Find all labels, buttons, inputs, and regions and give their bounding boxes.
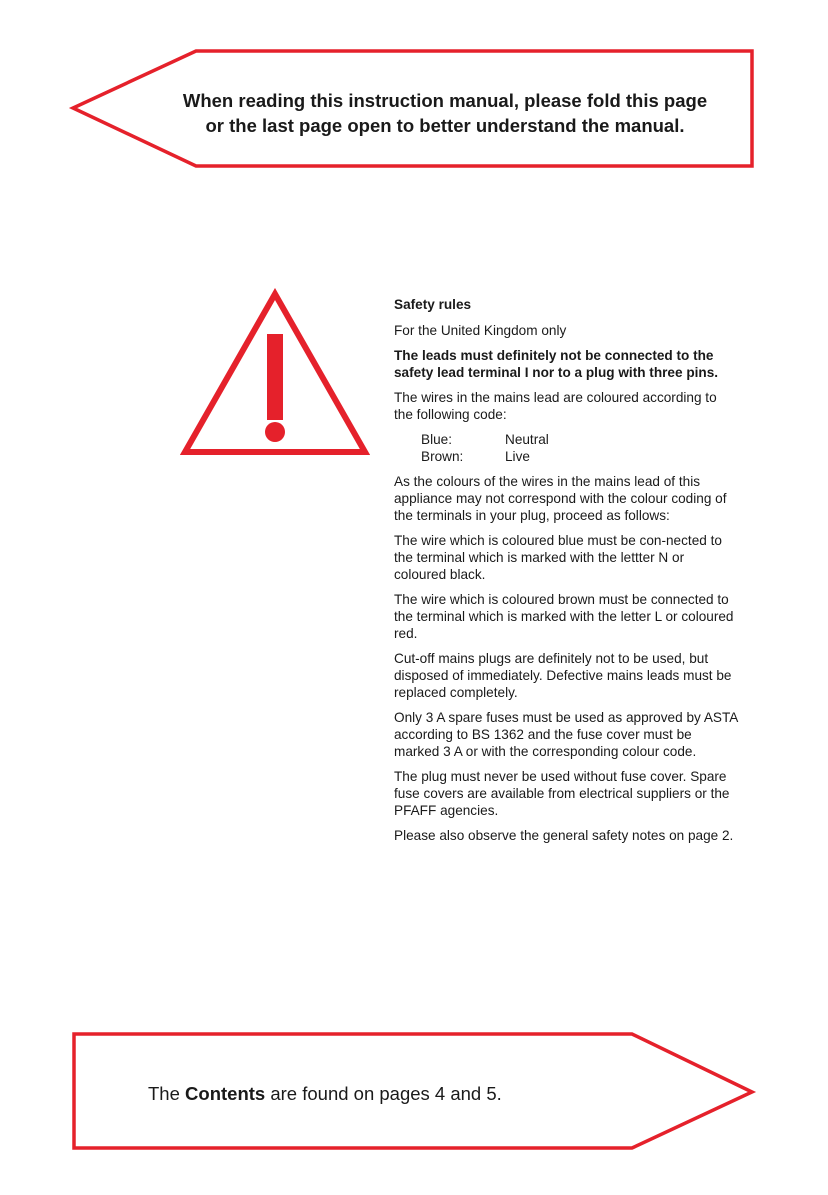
safety-paragraph: Only 3 A spare fuses must be used as approved by ASTA according to BS 1362 and the fuse cover must be marked 3 A or with the corresponding colour code.: [394, 710, 738, 759]
fold-instruction: [150, 88, 740, 138]
safety-bold-warning: The leads must definitely not be connected to the safety lead terminal I nor to a plug with three pins.: [394, 348, 719, 380]
safety-paragraph: Cut-off mains plugs are definitely not to be used, but disposed of immediately. Defective mains leads must be replaced completely.: [394, 651, 732, 700]
wires-intro: The wires in the mains lead are coloured according to the following code:: [394, 390, 717, 422]
safety-scope: For the United Kingdom only: [394, 323, 567, 338]
safety-rules-title: Safety rules: [394, 297, 472, 312]
fold-instruction-line-2: or the last page open to better understand the manual.: [205, 115, 685, 136]
wire-color-codes: [394, 431, 739, 465]
safety-rules-section: [394, 296, 739, 852]
wire-color: Brown:: [421, 449, 464, 464]
wire-meaning: Neutral: [505, 432, 549, 447]
contents-note: [148, 1083, 502, 1105]
fold-instruction-line-1: When reading this instruction manual, please fold this page: [182, 90, 708, 111]
safety-paragraph: The wire which is coloured blue must be con-nected to the terminal which is marked with the lettter N or coloured black.: [394, 533, 722, 582]
contents-note-prefix: The: [148, 1083, 186, 1104]
wire-meaning: Live: [505, 449, 530, 464]
wire-code-row: [421, 448, 739, 465]
warning-triangle-icon: [180, 288, 370, 458]
wire-color: Blue:: [421, 432, 452, 447]
contents-note-bold: Contents: [185, 1083, 266, 1104]
safety-paragraph: Please also observe the general safety notes on page 2.: [394, 828, 734, 843]
bottom-contents-banner: [0, 1020, 828, 1170]
safety-paragraph: As the colours of the wires in the mains lead of this appliance may not correspond with the colour coding of the terminals in your plug, proceed as follows:: [394, 474, 727, 523]
safety-paragraph: The wire which is coloured brown must be connected to the terminal which is marked with the letter L or coloured red.: [394, 592, 734, 641]
wire-code-row: [421, 431, 739, 448]
top-fold-banner: [0, 0, 828, 200]
contents-note-suffix: are found on pages 4 and 5.: [265, 1083, 502, 1104]
safety-paragraph: The plug must never be used without fuse cover. Spare fuse covers are available from electrical suppliers or the PFAFF agencies.: [394, 769, 730, 818]
